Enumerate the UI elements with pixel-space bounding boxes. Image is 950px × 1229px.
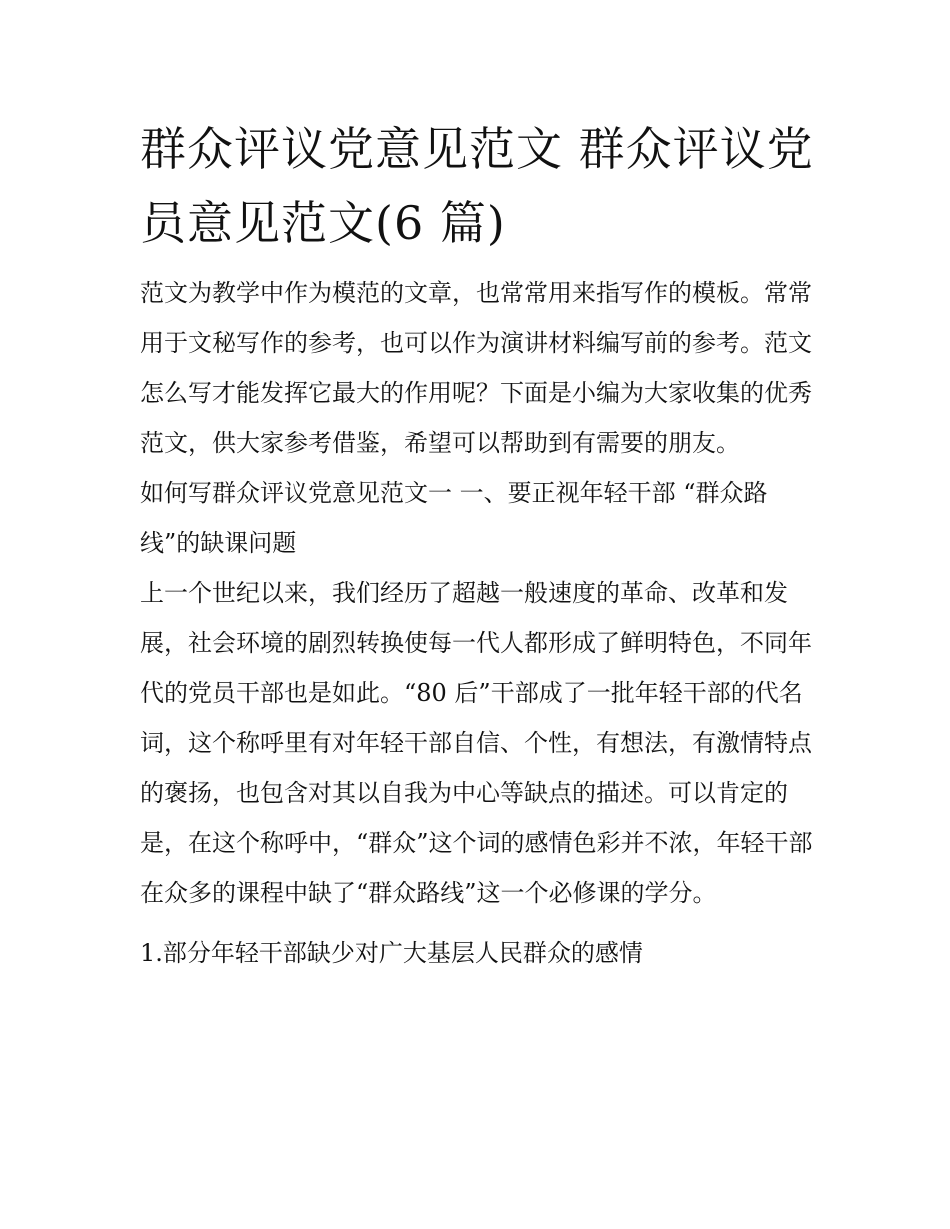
document-title: 群众评议党意见范文 群众评议党员意见范文(6 篇): [140, 122, 814, 250]
section-heading: 如何写群众评议党意见范文一 一、要正视年轻干部 “群众路线”的缺课问题: [140, 479, 768, 557]
body-paragraph: 上一个世纪以来，我们经历了超越一般速度的革命、改革和发展，社会环境的剧烈转换使每一代人都形成了鲜明特色，不同年代的党员干部也是如此。“80 后”干部成了一批年轻干部的代名词，这个称呼里有对年轻干部自信、个性，有想法，有激情特点的褒扬，也包含对其以自我为中心等缺点的描述。可以肯定的是，在这个称呼中，“群众”这个词的感情色彩并不浓，年轻干部在众多的课程中缺了“群众路线”这一个必修课的学分。: [140, 579, 813, 907]
document-page: [140, 112, 820, 978]
subheading: 1.部分年轻干部缺少对广大基层人民群众的感情: [140, 939, 643, 967]
intro-paragraph: 范文为教学中作为模范的文章，也常常用来指写作的模板。常常用于文秘写作的参考，也可以作为演讲材料编写前的参考。范文怎么写才能发挥它最大的作用呢？下面是小编为大家收集的优秀范文，供大家参考借鉴，希望可以帮助到有需要的朋友。: [140, 279, 812, 457]
